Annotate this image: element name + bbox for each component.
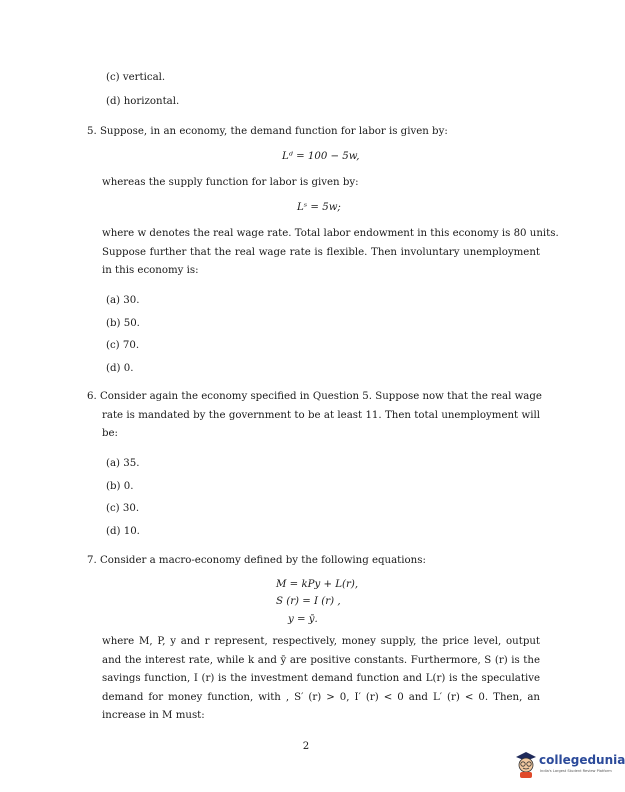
q6-line-2: rate is mandated by the government to be at least 11. Then total unemployment will <box>102 410 540 421</box>
q7-text-line-3: savings function, I (r) is the investment demand function and L(r) is the speculative <box>102 673 540 684</box>
q6-option-d: (d) 10. <box>106 526 140 537</box>
q5-text-line-3: in this economy is: <box>102 265 199 276</box>
q7-lead: 7. Consider a macro-economy defined by the following equations: <box>87 555 426 566</box>
q6-line-1: 6. Consider again the economy specified in Question 5. Suppose now that the real wage <box>87 391 542 402</box>
q7-output-equation: y = ȳ. <box>288 614 318 625</box>
q7-text-line-2: and the interest rate, while k and ȳ are positive constants. Furthermore, S (r) is the <box>102 655 540 666</box>
q5-option-c: (c) 70. <box>106 340 140 351</box>
page-number: 2 <box>302 741 310 752</box>
q7-money-equation: M = kPy + L(r), <box>276 579 359 590</box>
q5-option-d: (d) 0. <box>106 363 134 374</box>
q5-option-b: (b) 50. <box>106 318 140 329</box>
q5-demand-equation: Lᵈ = 100 − 5w, <box>282 151 360 162</box>
q6-option-c: (c) 30. <box>106 503 140 514</box>
q4-option-c: (c) vertical. <box>106 72 166 83</box>
q5-mid-text: whereas the supply function for labor is given by: <box>102 177 359 188</box>
q4-option-d: (d) horizontal. <box>106 96 180 107</box>
q7-text-line-5: increase in M must: <box>102 710 205 721</box>
mascot-icon <box>513 749 539 779</box>
q5-text-line-2: Suppose further that the real wage rate is flexible. Then involuntary unemployment <box>102 247 540 258</box>
logo-wordmark: collegedunia <box>539 753 625 767</box>
q7-savings-equation: S (r) = I (r) , <box>276 596 341 607</box>
collegedunia-logo <box>511 747 625 781</box>
q5-text-line-1: where w denotes the real wage rate. Total labor endowment in this economy is 80 units. <box>102 228 559 239</box>
q7-text-line-4: demand for money function, with , S′ (r) > 0, I′ (r) < 0 and L′ (r) < 0. Then, an <box>102 692 540 703</box>
q6-option-a: (a) 35. <box>106 458 140 469</box>
q7-text-line-1: where M, P, y and r represent, respectively, money supply, the price level, output <box>102 636 540 647</box>
q6-line-3: be: <box>102 428 118 439</box>
q5-lead: 5. Suppose, in an economy, the demand function for labor is given by: <box>87 126 448 137</box>
q6-option-b: (b) 0. <box>106 481 134 492</box>
q5-supply-equation: Lˢ = 5w; <box>297 202 341 213</box>
logo-tagline: India's Largest Student Review Platform <box>540 769 612 773</box>
q5-option-a: (a) 30. <box>106 295 140 306</box>
